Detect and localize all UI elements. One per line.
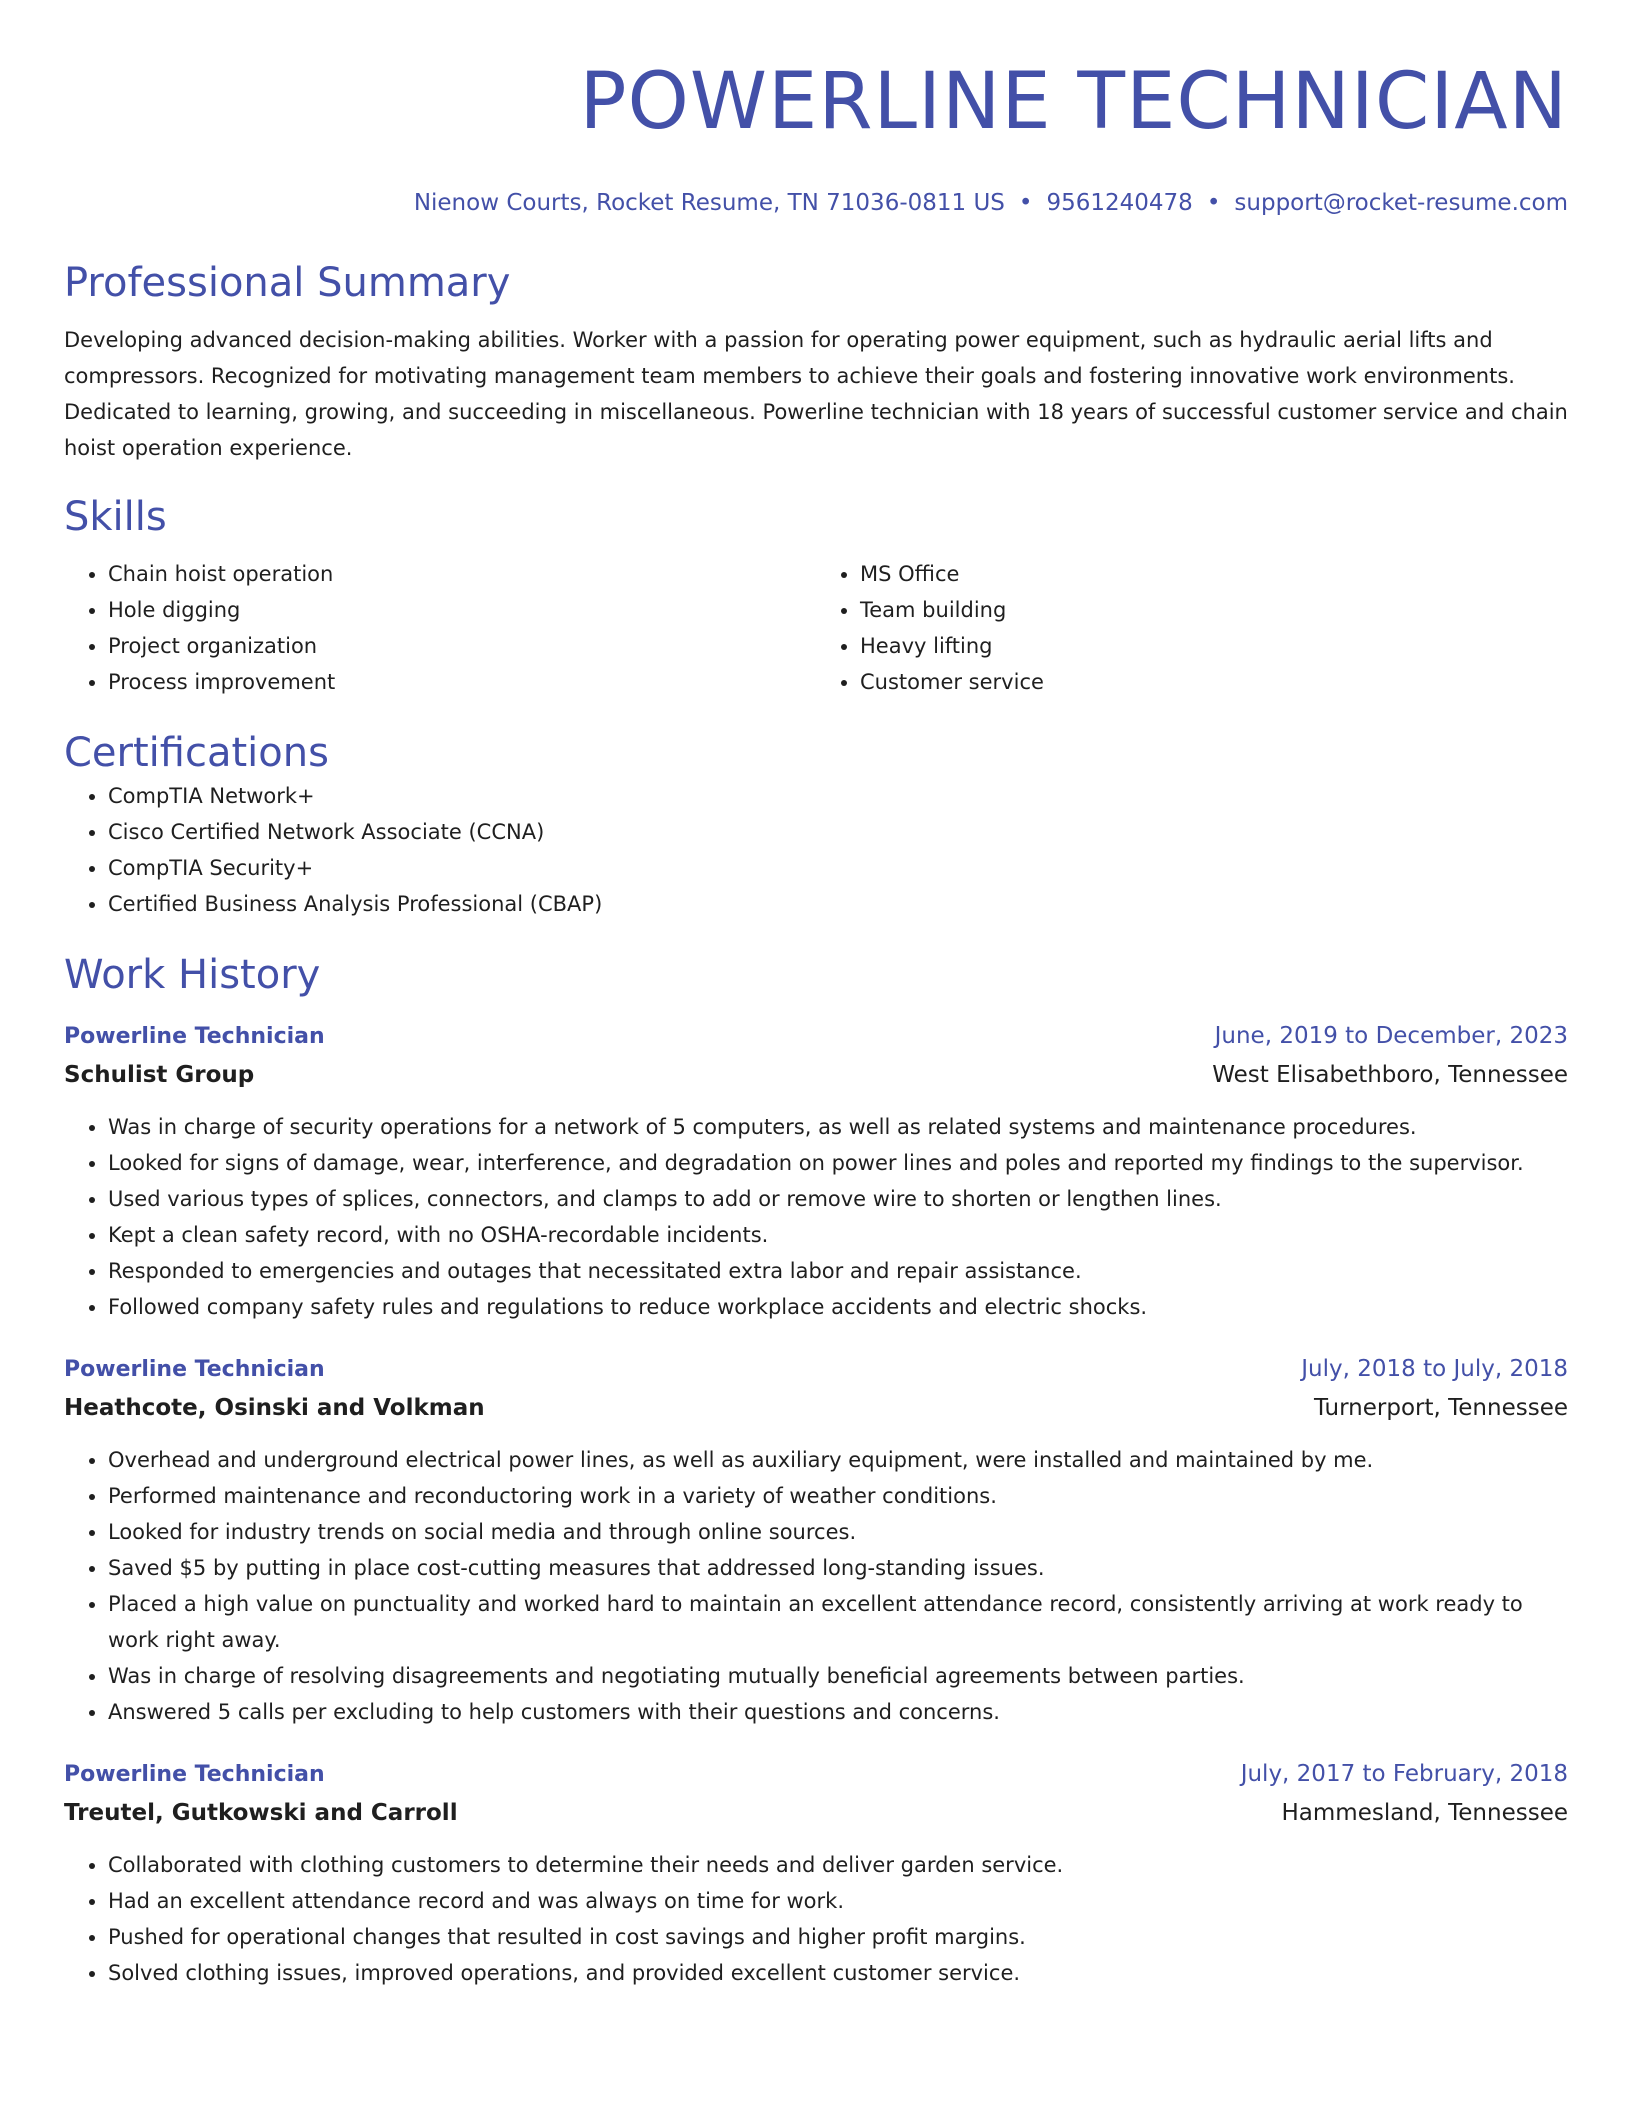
job-header-row bbox=[64, 1351, 1568, 1388]
job-dates: June, 2019 to December, 2023 bbox=[1214, 1023, 1568, 1049]
job-duty: • Was in charge of security operations for a network of 5 computers, as well as related systems and maintenance procedures. bbox=[108, 1109, 1568, 1145]
job-duty: • Performed maintenance and reconductoring work in a variety of weather conditions. bbox=[108, 1478, 1568, 1514]
skill-item: • Heavy lifting bbox=[860, 628, 1568, 664]
job-location: Turnerport, Tennessee bbox=[1314, 1395, 1568, 1421]
contact-address: Nienow Courts, Rocket Resume, TN 71036-0811 US bbox=[413, 190, 1005, 216]
skill-item: • Project organization bbox=[108, 628, 816, 664]
job-duty: • Looked for signs of damage, wear, interference, and degradation on power lines and poles and reported my findings to the supervisor. bbox=[108, 1145, 1568, 1181]
skills-list-left bbox=[64, 556, 816, 700]
job-header-row bbox=[64, 1756, 1568, 1793]
skills-list-right bbox=[816, 556, 1568, 700]
job-duty: • Had an excellent attendance record and was always on time for work. bbox=[108, 1883, 1568, 1919]
job-duty: • Responded to emergencies and outages that necessitated extra labor and repair assistance. bbox=[108, 1253, 1568, 1289]
contact-separator: • bbox=[1018, 190, 1033, 216]
skill-item: • Customer service bbox=[860, 664, 1568, 700]
contact-separator: • bbox=[1206, 190, 1221, 216]
certification-item: • Cisco Certified Network Associate (CCNA) bbox=[108, 814, 1568, 850]
contact-line bbox=[64, 188, 1568, 218]
job-company: Schulist Group bbox=[64, 1062, 255, 1088]
job-location: Hammesland, Tennessee bbox=[1281, 1800, 1568, 1826]
job-entry bbox=[64, 1018, 1568, 1325]
job-company-row bbox=[64, 1793, 1568, 1833]
certifications-list bbox=[64, 778, 1568, 922]
skill-item: • Chain hoist operation bbox=[108, 556, 816, 592]
certifications-heading: Certifications bbox=[64, 730, 329, 776]
job-entry bbox=[64, 1351, 1568, 1730]
resume-header bbox=[64, 0, 1568, 218]
job-duty: • Kept a clean safety record, with no OSHA-recordable incidents. bbox=[108, 1217, 1568, 1253]
job-title: Powerline Technician bbox=[64, 1024, 325, 1049]
resume-name: POWERLINE TECHNICIAN bbox=[579, 57, 1568, 147]
job-company-row bbox=[64, 1388, 1568, 1428]
job-duty: • Solved clothing issues, improved operations, and provided excellent customer service. bbox=[108, 1955, 1568, 1991]
summary-text: Developing advanced decision-making abilities. Worker with a passion for operating power equipment, such as hydraulic aerial lifts and compressors. Recognized for motivating management team members to achieve their goals and fostering innovative work environments. Dedicated to learning, growing, and succeeding in miscellaneous. Powerline technician with 18 years of successful customer service and chain hoist operation experience. bbox=[64, 328, 1568, 460]
skill-item: • Process improvement bbox=[108, 664, 816, 700]
job-company-row bbox=[64, 1055, 1568, 1095]
job-duties-list bbox=[64, 1442, 1568, 1730]
job-company: Treutel, Gutkowski and Carroll bbox=[64, 1800, 458, 1826]
job-entry bbox=[64, 1756, 1568, 1991]
job-duty: • Pushed for operational changes that resulted in cost savings and higher profit margins. bbox=[108, 1919, 1568, 1955]
job-duty: • Placed a high value on punctuality and worked hard to maintain an excellent attendance record, consistently arriving at work ready to work right away. bbox=[108, 1586, 1568, 1658]
skill-item: • Hole digging bbox=[108, 592, 816, 628]
job-duty: • Was in charge of resolving disagreements and negotiating mutually beneficial agreements between parties. bbox=[108, 1658, 1568, 1694]
job-duty: • Followed company safety rules and regulations to reduce workplace accidents and electric shocks. bbox=[108, 1289, 1568, 1325]
job-duties-list bbox=[64, 1847, 1568, 1991]
certification-item: • CompTIA Security+ bbox=[108, 850, 1568, 886]
certification-item: • CompTIA Network+ bbox=[108, 778, 1568, 814]
job-duty: • Saved $5 by putting in place cost-cutting measures that addressed long-standing issues. bbox=[108, 1550, 1568, 1586]
job-dates: July, 2018 to July, 2018 bbox=[1301, 1356, 1568, 1382]
skills-heading: Skills bbox=[64, 494, 167, 540]
skills-grid bbox=[64, 556, 1568, 700]
work-history-heading: Work History bbox=[64, 952, 321, 998]
job-location: West Elisabethboro, Tennessee bbox=[1212, 1062, 1568, 1088]
certification-item: • Certified Business Analysis Professional (CBAP) bbox=[108, 886, 1568, 922]
job-title: Powerline Technician bbox=[64, 1762, 325, 1787]
job-duty: • Looked for industry trends on social media and through online sources. bbox=[108, 1514, 1568, 1550]
job-duty: • Collaborated with clothing customers to determine their needs and deliver garden service. bbox=[108, 1847, 1568, 1883]
job-duty: • Used various types of splices, connectors, and clamps to add or remove wire to shorten or lengthen lines. bbox=[108, 1181, 1568, 1217]
job-duty: • Overhead and underground electrical power lines, as well as auxiliary equipment, were installed and maintained by me. bbox=[108, 1442, 1568, 1478]
job-duties-list bbox=[64, 1109, 1568, 1325]
contact-phone: 9561240478 bbox=[1046, 190, 1193, 216]
job-header-row bbox=[64, 1018, 1568, 1055]
summary-heading: Professional Summary bbox=[64, 260, 511, 306]
contact-email[interactable]: support@rocket-resume.com bbox=[1234, 190, 1568, 216]
job-company: Heathcote, Osinski and Volkman bbox=[64, 1395, 485, 1421]
job-dates: July, 2017 to February, 2018 bbox=[1240, 1761, 1568, 1787]
skill-item: • MS Office bbox=[860, 556, 1568, 592]
job-title: Powerline Technician bbox=[64, 1357, 325, 1382]
skill-item: • Team building bbox=[860, 592, 1568, 628]
job-duty: • Answered 5 calls per excluding to help customers with their questions and concerns. bbox=[108, 1694, 1568, 1730]
